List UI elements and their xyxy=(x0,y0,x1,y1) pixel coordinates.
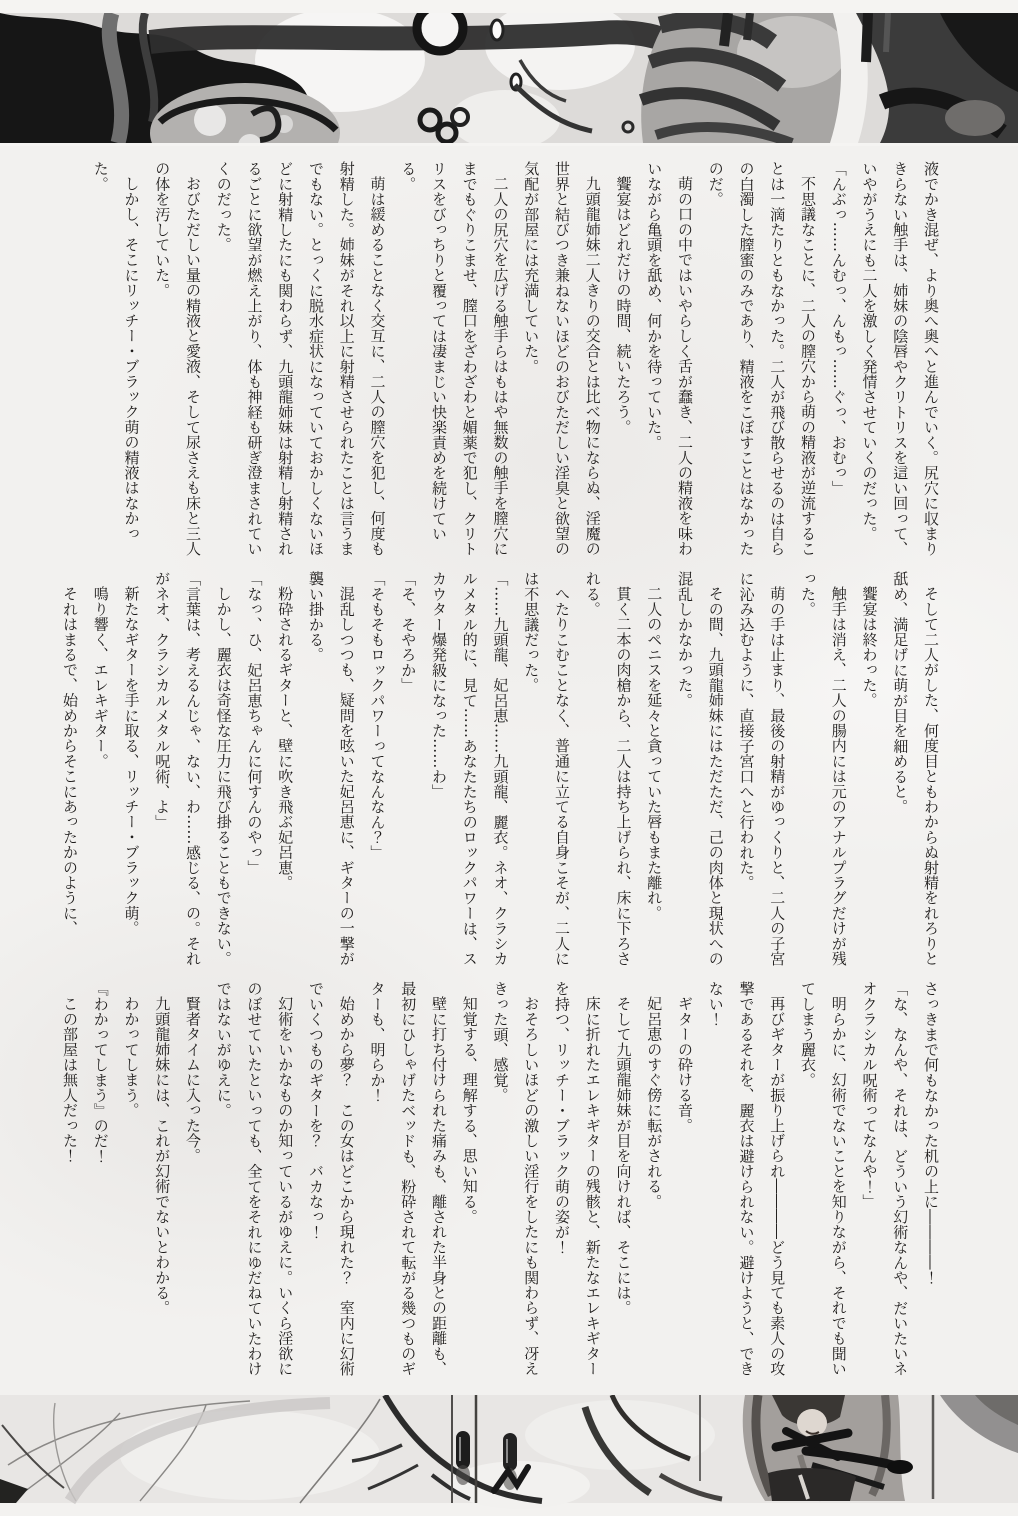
top-artwork-illustration xyxy=(0,0,1018,146)
paragraph: 触手は消え、二人の腸内には元のアナルプラグだけが残った。 xyxy=(799,571,848,966)
paragraph: ギターの砕ける音。 xyxy=(676,996,694,1133)
paragraph: 萌の口の中ではいやらしく舌が蠢き、二人の精液を味わいながら亀頭を舐め、何かを待っていた。 xyxy=(645,161,694,556)
paragraph: 不思議なことに、二人の膣穴から萌の精液が逆流することは一滴たりともなかった。二人が飛び散らせるのは自らの白濁した膣蜜のみであり、精液をこぼすことはなかったのだ。 xyxy=(706,161,817,557)
paragraph: 饗宴はどれだけの時間、続いたろう。 xyxy=(614,176,633,435)
paragraph: おびただしい量の精液と愛液、そして尿さえも床と三人の体を汚していた。 xyxy=(153,161,202,556)
paragraph: 「なっ、ひ、妃呂恵ちゃんに何すんのやっ」 xyxy=(245,571,264,875)
text-block-2 xyxy=(41,571,946,981)
paragraph: それはまるで、始めからそこにあったかのように、 xyxy=(61,586,79,936)
paragraph: しかし、そこにリッチー・ブラック萌の精液はなかった。 xyxy=(91,161,141,541)
paragraph: 「……九頭龍、妃呂恵……九頭龍、麗衣。ネオ、クラシカルメタル的に、見て……あなたたちのロックパワーは、スカウター爆発級になった……わ」 xyxy=(430,571,510,967)
paragraph: 萌の手は止まり、最後の射精がゆっくりと、二人の子宮に沁み込むように、直接子宮口へと行われた。 xyxy=(737,571,787,966)
paragraph: その間、九頭龍姉妹にはただただ、己の肉体と現状への混乱しかなかった。 xyxy=(676,571,725,966)
paragraph: 新たなギターを手に取る、リッチー・ブラック萌。 xyxy=(122,586,141,936)
novel-text-area xyxy=(0,161,1018,1391)
paragraph: 貫く二本の肉槍から、二人は持ち上げられ、床に下ろされる。 xyxy=(583,571,633,966)
paragraph: わかってしまう。 xyxy=(122,996,141,1118)
paragraph: 『わかってしまう』のだ！ xyxy=(91,981,110,1164)
bottom-artwork-illustration xyxy=(0,1395,1018,1516)
paragraph: さっきまで何もなかった机の上に――――！ xyxy=(922,981,940,1285)
paragraph: 床に折れたエレキギターの残骸と、新たなエレキギターを持つ、リッチー・ブラック萌の姿が！ xyxy=(553,981,602,1376)
paragraph: 賢者タイムに入った今。 xyxy=(184,996,202,1164)
paragraph: 二人の尻穴を広げる触手らはもはや無数の触手を膣穴にまでもぐりこませ、膣口をざわざわと媚薬で犯し、クリトリスをびっちりと覆っては凄まじい快楽責めを続けている。 xyxy=(399,161,510,557)
paragraph: おそろしいほどの激しい淫行をしたにも関わらず、冴えきった頭、感覚。 xyxy=(491,981,541,1376)
paragraph: そして二人がした、何度目ともわからぬ射精をれろりと舐め、満足げに萌が目を細めると。 xyxy=(891,571,940,966)
paragraph: しかし、麗衣は奇怪な圧力に飛び掛ることもできない。 xyxy=(214,586,233,966)
paragraph: 始めから夢？ この女はどこから現れた？ 室内に幻術でいくつものギターを？ バカなっ！ xyxy=(307,981,356,1376)
text-block-3 xyxy=(41,981,946,1391)
paragraph: 明らかに、幻術でないことを知りながら、それでも聞いてしまう麗衣。 xyxy=(799,981,848,1376)
paragraph: 知覚する、理解する、思い知る。 xyxy=(460,996,479,1224)
paragraph: 粉砕されるギターと、壁に吹き飛ぶ妃呂恵。 xyxy=(276,586,295,890)
paragraph: 饗宴は終わった。 xyxy=(860,586,879,708)
paragraph: 混乱しつつも、疑問を呟いた妃呂恵に、ギターの一撃が襲い掛かる。 xyxy=(307,571,356,966)
paragraph: 妃呂恵のすぐ傍に転がされる。 xyxy=(645,996,664,1209)
paragraph: この部屋は無人だった！ xyxy=(61,996,79,1164)
paragraph: 「んぶっ……んむっ、んもっ……ぐっ、おむっ」 xyxy=(829,161,848,496)
paragraph: 九頭龍姉妹二人きりの交合とは比べ物にならぬ、淫魔の世界と結びつき兼ねないほどのおびただしい淫臭と欲望の気配が部屋には充満していた。 xyxy=(522,161,602,557)
paragraph: 「そ、そやろか」 xyxy=(399,571,418,693)
paragraph: へたりこむことなく、普通に立てる自身こそが、二人には不思議だった。 xyxy=(522,571,571,966)
paragraph: 「そもそもロックパワーってなんなん？」 xyxy=(368,571,387,860)
paragraph: 二人のペニスを延々と貪っていた唇もまた離れ。 xyxy=(645,586,664,921)
paragraph: 幻術をいかなものか知っているがゆえに。いくら淫欲にのぼせていたといっても、全てをそれにゆだねていたわけではないがゆえに。 xyxy=(214,981,295,1377)
paragraph: 「言葉は、考えるんじゃ、ない、わ……感じる、の。それがネオ、クラシカルメタル呪術、よ」 xyxy=(153,571,202,967)
text-block-1 xyxy=(41,161,946,571)
paragraph: 再びギターが振り上げられ――――どう見ても素人の攻撃であるそれを、麗衣は避けられない。避けようと、できない！ xyxy=(706,981,787,1377)
paragraph: 壁に打ち付けられた痛みも、離された半身との距離も、最初にひしゃげたベッドも、粉砕されて転がる幾つものギターも、明らか！ xyxy=(368,981,448,1377)
paragraph: そして九頭龍姉妹が目を向ければ、そこには。 xyxy=(614,996,633,1316)
paragraph: 鳴り響く、エレキギター。 xyxy=(91,586,110,769)
paragraph: 九頭龍姉妹には、これが幻術でないとわかる。 xyxy=(153,996,172,1316)
paragraph: 液でかき混ぜ、より奥へ奥へと進んでいく。尻穴に収まりきらない触手は、姉妹の陰唇やクリトリスを這い回って、いやがうえにも二人を激しく発情させていくのだった。 xyxy=(860,161,940,557)
paragraph: 「な、なんや、それは、どういう幻術なんや、だいたいネオクラシカル呪術ってなんや！」 xyxy=(860,981,910,1377)
paragraph: 萌は緩めることなく交互に、二人の膣穴を犯し、何度も射精した。姉妹がそれ以上に射精させられたことは言うまでもない。とっくに脱水症状になっていておかしくないほどに射精したにも関わらず、九頭龍姉妹は射精し射精されるごとに欲望が燃え上がり、体も神経も研ぎ澄まされていくのだった。 xyxy=(214,161,387,557)
